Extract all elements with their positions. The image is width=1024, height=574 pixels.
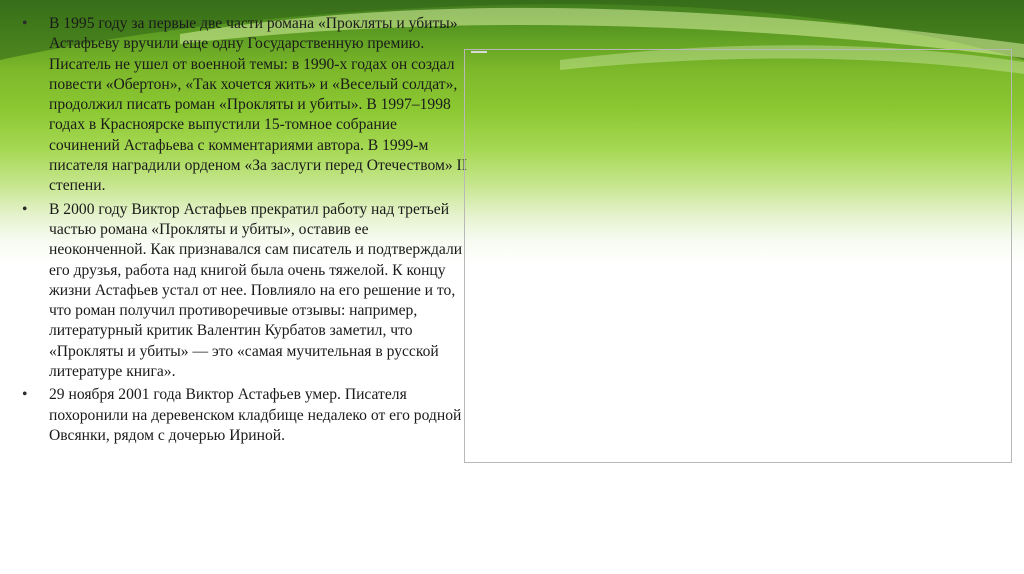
bullet-text: В 2000 году Виктор Астафьев прекратил работу над третьей частью романа «Прокляты и убиты», оставив ее неоконченной. Как признавался сам писатель и подтверждали его друзья, работа над книгой была очень тяжелой. К концу жизни Астафьев устал от нее. Повлияло на его решение и то, что роман получил противоречивые отзывы: например, литературный критик Валентин Курбатов заметил, что «Прокляты и убиты» — это «самая мучительная в русской литературе книга». <box>49 200 463 381</box>
main-text-block <box>22 14 467 449</box>
image-placeholder-marker <box>471 51 487 53</box>
bullet-item <box>22 200 467 383</box>
image-placeholder-frame <box>464 49 1012 463</box>
bullet-dot-icon: • <box>22 200 28 218</box>
bullet-text: В 1995 году за первые две части романа «Прокляты и убиты» Астафьеву вручили еще одну Государственную премию. Писатель не ушел от военной темы: в 1990-х годах он создал повести «Обертон», «Так хочется жить» и «Веселый солдат», продолжил писать роман «Прокляты и убиты». В 1997–1998 годах в Красноярске выпустили 15-томное собрание сочинений Астафьева с комментариями автора. В 1999-м писателя наградили орденом «За заслуги перед Отечеством» II степени. <box>49 15 467 195</box>
bullet-text: 29 ноября 2001 года Виктор Астафьев умер. Писателя похоронили на деревенском кладбище недалеко от его родной Овсянки, рядом с дочерью Ириной. <box>49 386 462 444</box>
bullet-item <box>22 385 467 446</box>
bullet-dot-icon: • <box>22 15 28 32</box>
bullet-dot-icon: • <box>22 386 28 404</box>
bullet-list <box>22 14 467 446</box>
bullet-item <box>22 14 467 197</box>
